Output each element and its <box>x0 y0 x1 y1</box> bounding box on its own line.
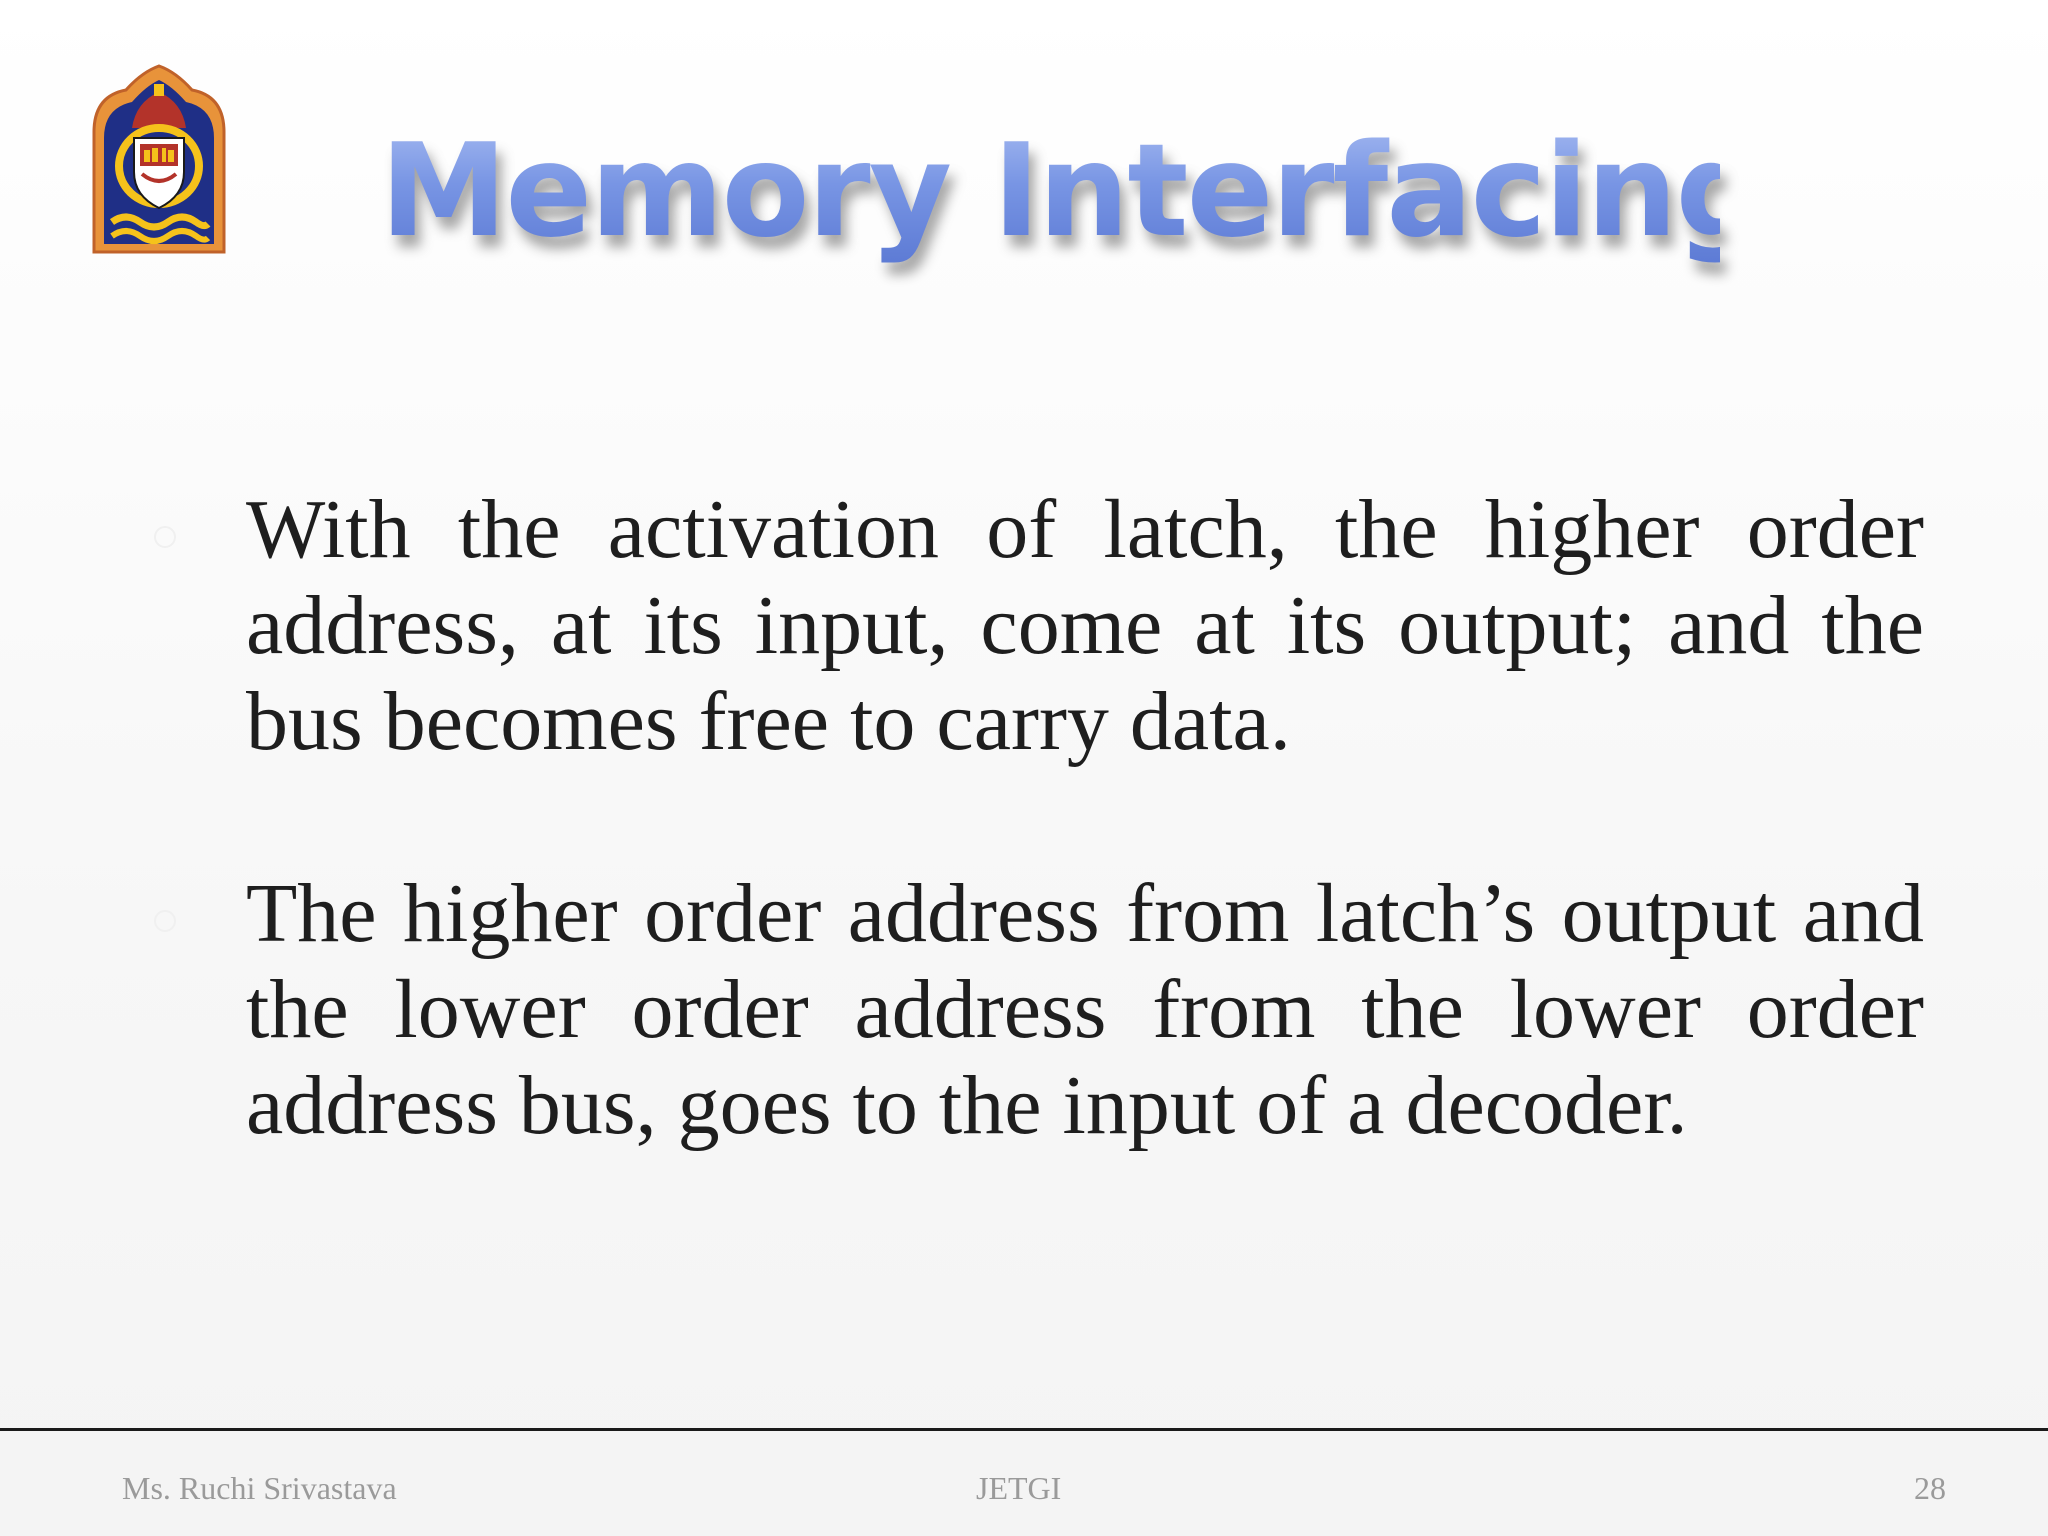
list-item <box>246 482 1924 770</box>
footer-organization: JETGI <box>976 1470 1062 1506</box>
footer-divider <box>0 1428 2048 1431</box>
bullet-list <box>246 482 1924 1154</box>
bullet-text: With the activation of latch, the higher order address, at its input, come at its output; and the bus becomes free to carry data. <box>246 483 1924 768</box>
bullet-text: The higher order address from latch’s output and the lower order address from the lower order address bus, goes to the input of a decoder. <box>246 867 1924 1152</box>
bullet-icon <box>154 910 176 932</box>
college-crest-icon <box>86 62 232 256</box>
footer-author: Ms. Ruchi Srivastava <box>122 1470 397 1506</box>
slide-title: Memory Interfacing <box>380 112 1720 272</box>
list-item <box>246 866 1924 1154</box>
page-number: 28 <box>1914 1470 1946 1506</box>
bullet-icon <box>154 526 176 548</box>
